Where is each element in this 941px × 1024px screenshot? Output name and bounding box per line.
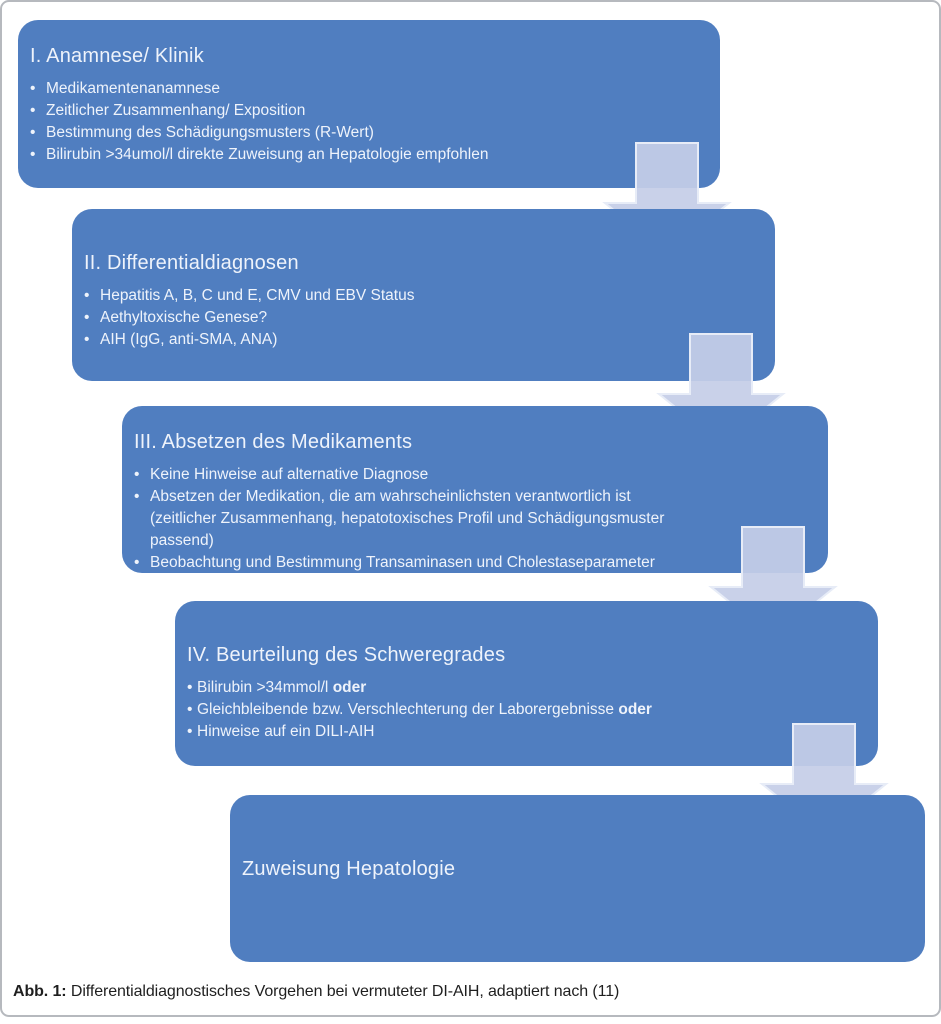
bullet-item (134, 486, 688, 552)
bullet-text: Aethyltoxische Genese? (100, 309, 268, 326)
flow-box-title: IV. Beurteilung des Schweregrades (187, 644, 506, 666)
bullet-text: Keine Hinweise auf alternative Diagnose (150, 466, 429, 483)
bullet-text: Bestimmung des Schädigungsmusters (R-Wert) (46, 124, 374, 141)
bullet-marker: • (84, 287, 90, 304)
bullet-item (30, 144, 580, 166)
bullet-item (84, 285, 635, 307)
bullet-text: Bilirubin >34umol/l direkte Zuweisung an Hepatologie empfohlen (46, 146, 489, 163)
bullet-list (187, 677, 738, 743)
bullet-text: Beobachtung und Bestimmung Transaminasen und Cholestaseparameter (150, 554, 655, 571)
bullet-item (187, 721, 738, 743)
bullet-marker: • (134, 488, 140, 505)
bullet-text: AIH (IgG, anti-SMA, ANA) (100, 331, 278, 348)
bullet-item (187, 699, 738, 721)
bullet-item (30, 100, 580, 122)
caption-label: Abb. 1: (13, 983, 67, 1000)
bullet-list (134, 464, 688, 574)
bullet-marker: • (30, 124, 36, 141)
bullet-text: Bilirubin >34mmol/l oder (197, 679, 367, 696)
bullet-marker: • (30, 102, 36, 119)
bullet-item (30, 122, 580, 144)
bullet-marker: • (134, 554, 140, 571)
bullet-item (84, 329, 635, 351)
flow-box-title: Zuweisung Hepatologie (242, 858, 456, 880)
bullet-marker: • (30, 80, 36, 97)
bullet-item (134, 464, 688, 486)
bullet-marker: • (187, 679, 193, 696)
bullet-text: Medikamentenanamnese (46, 80, 221, 97)
bullet-list (84, 285, 635, 351)
bullet-item (84, 307, 635, 329)
bullet-text: Gleichbleibende bzw. Verschlechterung der Laborergebnisse oder (197, 701, 652, 718)
bullet-marker: • (187, 723, 193, 740)
bullet-item (134, 552, 688, 574)
bullet-marker: • (134, 466, 140, 483)
bullet-text: Hinweise auf ein DILI-AIH (197, 723, 375, 740)
caption-text: Differentialdiagnostisches Vorgehen bei vermuteter DI-AIH, adaptiert nach (11) (66, 983, 620, 1000)
bullet-item (30, 78, 580, 100)
bullet-item (187, 677, 738, 699)
flow-box-5-zuweisung (230, 795, 925, 962)
bullet-marker: • (84, 309, 90, 326)
bullet-text: Zeitlicher Zusammenhang/ Exposition (46, 102, 306, 119)
figure-caption (13, 982, 619, 1002)
flow-box-title: I. Anamnese/ Klinik (30, 45, 204, 67)
bullet-text: Hepatitis A, B, C und E, CMV und EBV Status (100, 287, 415, 304)
bullet-marker: • (30, 146, 36, 163)
bullet-marker: • (84, 331, 90, 348)
flow-box-title: II. Differentialdiagnosen (84, 252, 299, 274)
bullet-text: Absetzen der Medikation, die am wahrscheinlichsten verantwortlich ist (zeitlicher Zusammenhang, hepatotoxisches Profil und Schädigungsmuster passend) (150, 488, 665, 549)
bullet-marker: • (187, 701, 193, 718)
flow-box-title: III. Absetzen des Medikaments (134, 431, 413, 453)
bullet-list (30, 78, 580, 166)
